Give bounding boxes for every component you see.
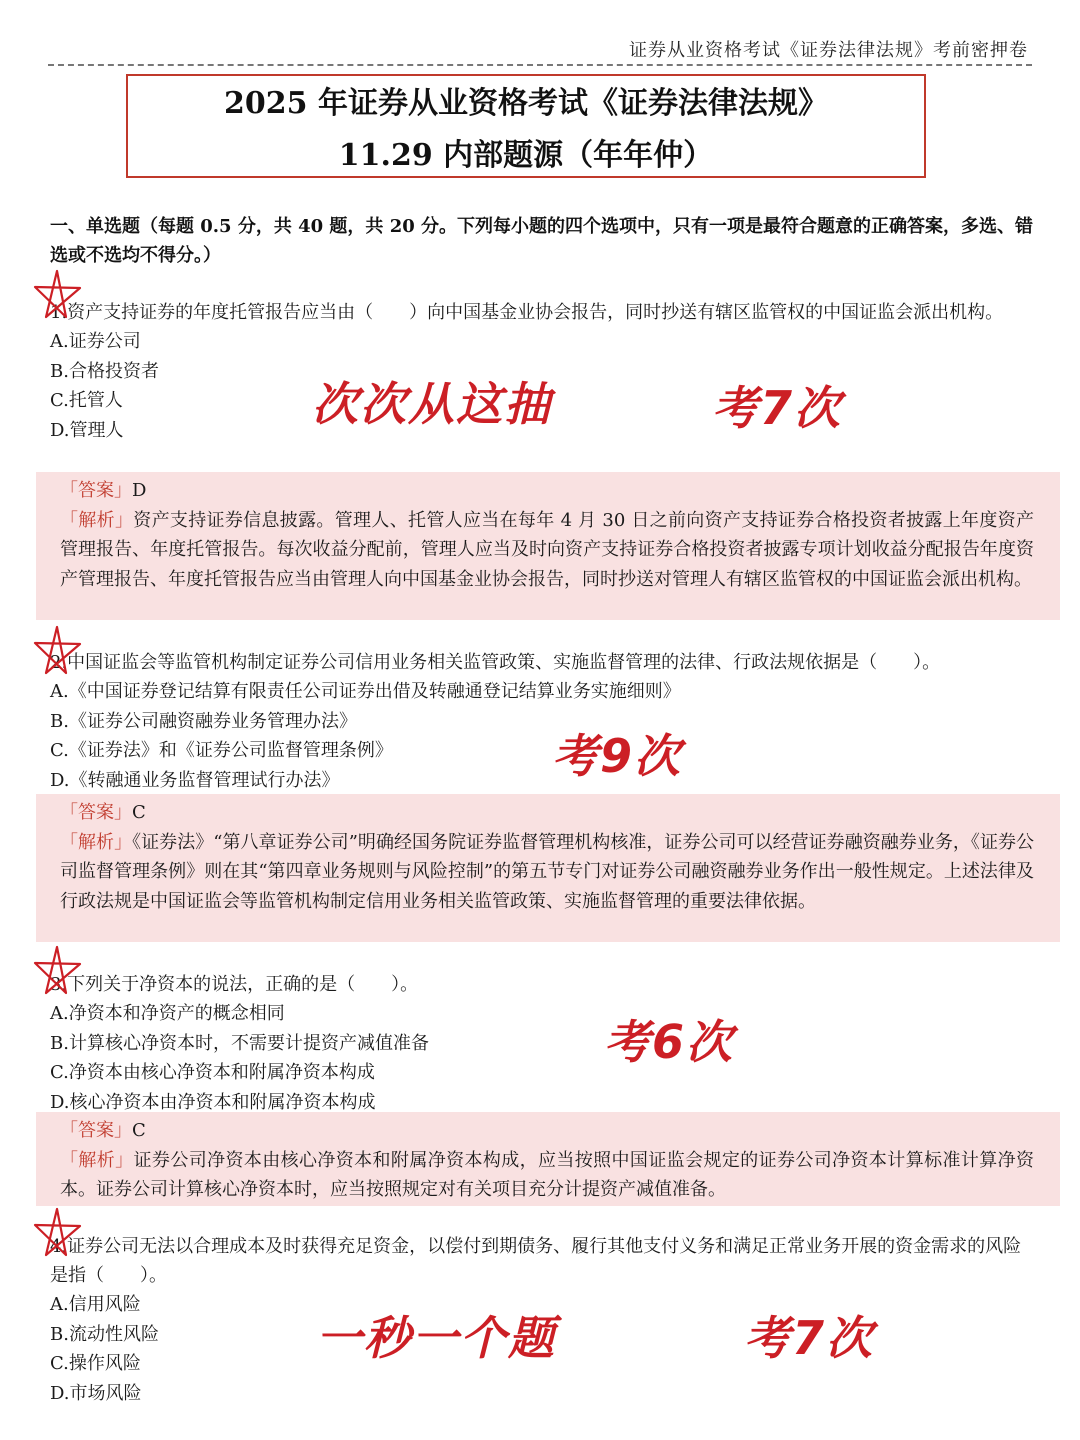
question-3 — [50, 970, 1035, 1117]
option-c: C.操作风险 — [50, 1353, 141, 1374]
analysis-tag: 「解析」 — [60, 1149, 134, 1171]
running-header: 证券从业资格考试《证券法律法规》考前密押卷 — [629, 40, 1028, 61]
option-a: A.信用风险 — [50, 1294, 141, 1315]
handwritten-note: 次次从这抽 — [312, 377, 552, 431]
option-a: A.净资本和净资产的概念相同 — [50, 1003, 285, 1024]
answer-box-1 — [36, 472, 1060, 620]
handwritten-note: 考7次 — [744, 1311, 875, 1365]
question-stem: 3.下列关于净资本的说法，正确的是（ ）。 — [50, 974, 419, 995]
answer-box-2 — [36, 794, 1060, 942]
option-d: D.市场风险 — [50, 1382, 142, 1404]
option-d: D.核心净资本由净资本和附属净资本构成 — [50, 1091, 376, 1113]
answer-box-3 — [36, 1112, 1060, 1206]
answer-tag: 「答案」 — [60, 480, 132, 501]
analysis-tag: 「解析」 — [60, 831, 133, 853]
handwritten-note: 考9次 — [552, 729, 683, 783]
title-line-1: 2025 年证券从业资格考试《证券法律法规》 — [224, 86, 828, 121]
title-line-2: 11.29 内部题源（年年仲） — [338, 138, 714, 173]
analysis-tag: 「解析」 — [60, 509, 134, 531]
title-box — [126, 74, 926, 178]
header-divider — [48, 64, 1032, 66]
star-mark-icon — [30, 624, 84, 678]
option-c: C.托管人 — [50, 390, 123, 411]
analysis-text: 证券公司净资本由核心净资本和附属净资本构成，应当按照中国证监会规定的证券公司净资本计算标准计算净资本。证券公司计算核心净资本时，应当按照规定对有关项目充分计提资产减值准备。 — [60, 1149, 1035, 1200]
analysis-text: 资产支持证券信息披露。管理人、托管人应当在每年 4 月 30 日之前向资产支持证券合格投资者披露上年度资产管理报告、年度托管报告。每次收益分配前，管理人应当及时向资产支持证券合格投资者披露专项计划收益分配报告年度资产管理报告、年度托管报告应当由管理人向中国基金业协会报告，同时抄送对管理人有辖区监管权的中国证监会派出机构。 — [60, 509, 1034, 590]
option-b: B.《证券公司融资融券业务管理办法》 — [50, 710, 357, 732]
handwritten-note: 一秒一个题 — [316, 1311, 556, 1365]
question-stem: 2.中国证监会等监管机构制定证券公司信用业务相关监管政策、实施监督管理的法律、行政法规依据是（ ）。 — [50, 652, 941, 673]
question-stem: 4.证券公司无法以合理成本及时获得充足资金，以偿付到期债务、履行其他支付义务和满足正常业务开展的资金需求的风险是指（ ）。 — [50, 1236, 1022, 1286]
answer-value: D — [132, 480, 147, 501]
handwritten-note: 考7次 — [712, 381, 843, 435]
star-mark-icon — [30, 268, 84, 322]
option-d: D.《转融通业务监督管理试行办法》 — [50, 769, 340, 791]
answer-tag: 「答案」 — [60, 802, 132, 823]
star-mark-icon — [30, 1206, 84, 1260]
star-mark-icon — [30, 944, 84, 998]
option-d: D.管理人 — [50, 419, 124, 441]
handwritten-note: 考6次 — [604, 1015, 735, 1069]
analysis-text: 《证券法》“第八章证券公司”明确经国务院证券监督管理机构核准，证券公司可以经营证券融资融券业务，《证券公司监督管理条例》则在其“第四章业务规则与风险控制”的第五节专门对证券公司融资融券业务作出一般性规定。上述法律及行政法规是中国证监会等监管机构制定信用业务相关监管政策、实施监督管理的重要法律依据。 — [60, 831, 1035, 912]
option-b: B.计算核心净资本时，不需要计提资产减值准备 — [50, 1032, 429, 1054]
option-c: C.《证券法》和《证券公司监督管理条例》 — [50, 740, 393, 761]
section-heading: 一、单选题（每题 0.5 分，共 40 题，共 20 分。下列每小题的四个选项中，只有一项是最符合题意的正确答案，多选、错选或不选均不得分。） — [50, 216, 1034, 266]
option-c: C.净资本由核心净资本和附属净资本构成 — [50, 1062, 375, 1083]
option-b: B.流动性风险 — [50, 1323, 159, 1345]
answer-tag: 「答案」 — [60, 1120, 132, 1141]
answer-value: C — [132, 802, 146, 823]
question-2 — [50, 648, 1035, 795]
option-a: A.证券公司 — [50, 331, 141, 352]
option-b: B.合格投资者 — [50, 360, 159, 382]
option-a: A.《中国证券登记结算有限责任公司证券出借及转融通登记结算业务实施细则》 — [50, 681, 681, 702]
question-stem: 1.资产支持证券的年度托管报告应当由（ ）向中国基金业协会报告，同时抄送有辖区监管权的中国证监会派出机构。 — [50, 302, 1004, 323]
answer-value: C — [132, 1120, 146, 1141]
